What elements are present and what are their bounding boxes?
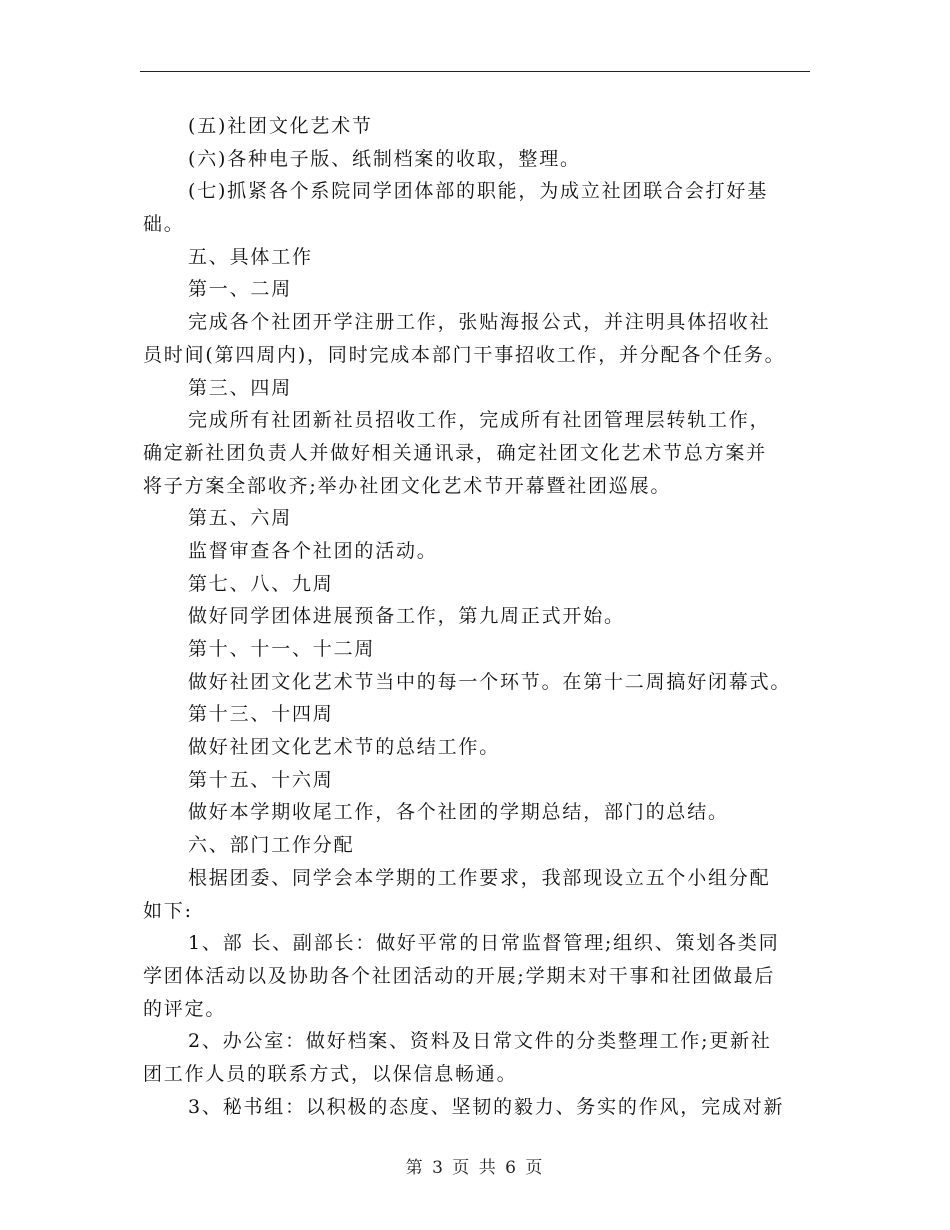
page-footer: 第 3 页 共 6 页	[405, 1158, 545, 1178]
text-line: 做好同学团体进展预备工作，第九周正式开始。	[188, 605, 625, 628]
text-line: 3、秘书组：以积极的态度、坚韧的毅力、务实的作风，完成对新	[188, 1095, 785, 1118]
text-line: 第三、四周	[188, 376, 293, 399]
text-line: (六)各种电子版、纸制档案的收取，整理。	[188, 147, 581, 170]
text-line: (五)社团文化艺术节	[188, 115, 373, 137]
text-line: 础。	[143, 213, 185, 236]
text-line: 做好社团文化艺术节当中的每一个环节。在第十二周搞好闭幕式。	[188, 670, 792, 693]
text-line: 完成各个社团开学注册工作，张贴海报公式，并注明具体招收社	[188, 311, 771, 334]
text-line: 做好本学期收尾工作，各个社团的学期总结，部门的总结。	[188, 801, 729, 824]
text-line: 第十、十一、十二周	[188, 638, 376, 660]
text-line: 六、部门工作分配	[188, 834, 355, 857]
text-line: 监督审查各个社团的活动。	[188, 539, 438, 562]
text-line: 完成所有社团新社员招收工作，完成所有社团管理层转轨工作，	[188, 409, 771, 432]
document-body	[143, 110, 815, 1123]
text-line: 的评定。	[143, 997, 227, 1020]
text-line: 团工作人员的联系方式，以保信息畅通。	[143, 1062, 518, 1085]
text-line: 第五、六周	[188, 507, 293, 530]
text-line: 2、办公室：做好档案、资料及日常文件的分类整理工作;更新社	[188, 1030, 772, 1053]
text-line: 第一、二周	[188, 278, 293, 301]
text-line: 将子方案全部收齐;举办社团文化艺术节开幕暨社团巡展。	[143, 474, 672, 497]
text-line: 第七、八、九周	[188, 572, 334, 595]
text-line: 做好社团文化艺术节的总结工作。	[188, 736, 501, 759]
text-line: 根据团委、同学会本学期的工作要求，我部现设立五个小组分配	[188, 866, 771, 889]
text-line: (七)抓紧各个系院同学团体部的职能，为成立社团联合会打好基	[188, 180, 769, 203]
text-line: 第十五、十六周	[188, 768, 334, 791]
text-line: 第十三、十四周	[188, 703, 334, 726]
text-line: 五、具体工作	[188, 245, 313, 268]
text-line: 如下:	[143, 899, 193, 922]
text-line: 员时间(第四周内)，同时完成本部门干事招收工作，并分配各个任务。	[143, 343, 786, 366]
text-line: 确定新社团负责人并做好相关通讯录，确定社团文化艺术节总方案并	[143, 441, 768, 464]
header-rule	[140, 71, 810, 72]
text-line: 1、部 长、副部长：做好平常的日常监督管理;组织、策划各类同	[188, 932, 780, 955]
text-line: 学团体活动以及协助各个社团活动的开展;学期末对干事和社团做最后	[143, 964, 776, 987]
